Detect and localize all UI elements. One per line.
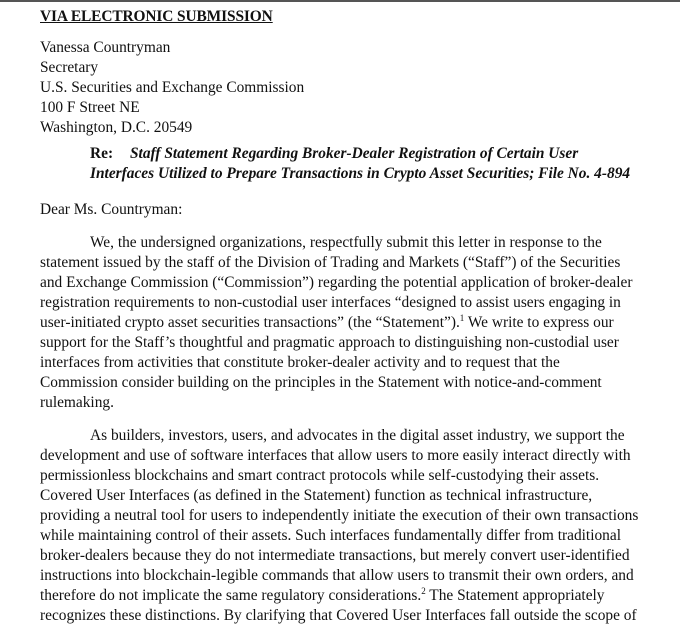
paragraph-line: permissionless blockchains and smart contract protocols while self-custodying their assets.: [40, 467, 600, 484]
recipient-city: Washington, D.C. 20549: [40, 119, 193, 136]
footnote-marker-2[interactable]: 2: [421, 586, 426, 596]
paragraph-line: instructions into blockchain-legible commands that allow users to transmit their own orders, and: [40, 567, 634, 584]
re-subject-block: [90, 144, 670, 184]
paragraph-line: development and use of software interfaces that allow users to more easily interact directly with: [40, 447, 631, 464]
paragraph-line: statement issued by the staff of the Division of Trading and Markets (“Staff”) of the Securities: [40, 254, 621, 271]
paragraph-text: user-initiated crypto asset securities transactions” (the “Statement”).: [40, 314, 460, 331]
re-line-2: [90, 164, 670, 184]
body-paragraph-2: [40, 426, 680, 626]
paragraph-line-with-footnote: [40, 313, 680, 333]
paragraph-line: and Exchange Commission (“Commission”) regarding the potential application of broker-dealer: [40, 274, 633, 291]
recipient-address-block: [40, 38, 304, 138]
paragraph-line: We, the undersigned organizations, respectfully submit this letter in response to the: [90, 234, 602, 251]
paragraph-line: rulemaking.: [40, 394, 114, 411]
body-paragraph-1: [40, 233, 680, 413]
submission-heading: VIA ELECTRONIC SUBMISSION: [40, 8, 273, 25]
page-top-border: [0, 0, 680, 2]
re-subject-line-1: Staff Statement Regarding Broker-Dealer Registration of Certain User: [130, 145, 579, 162]
paragraph-text: The Statement appropriately: [425, 587, 605, 604]
paragraph-line: recognizes these distinctions. By clarifying that Covered User Interfaces fall outside the scope of: [40, 607, 637, 624]
paragraph-text: We write to express our: [464, 314, 614, 331]
recipient-street: 100 F Street NE: [40, 99, 140, 116]
paragraph-line: Covered User Interfaces (as defined in the Statement) function as technical infrastructure,: [40, 487, 593, 504]
recipient-title: Secretary: [40, 59, 99, 76]
paragraph-line: Commission consider building on the principles in the Statement with notice-and-comment: [40, 374, 602, 391]
paragraph-line: registration requirements to non-custodial user interfaces “designed to assist users engaging in: [40, 294, 621, 311]
recipient-organization: U.S. Securities and Exchange Commission: [40, 79, 305, 96]
re-label: Re:: [90, 145, 114, 162]
paragraph-text: therefore do not implicate the same regulatory considerations.: [40, 587, 422, 604]
paragraph-line: while maintaining control of their assets. Such interfaces fundamentally differ from traditional: [40, 527, 621, 544]
paragraph-line: interfaces from activities that constitute broker-dealer activity and to request that the: [40, 354, 560, 371]
recipient-name: Vanessa Countryman: [40, 39, 171, 56]
footnote-marker-1[interactable]: 1: [459, 313, 465, 323]
paragraph-line: support for the Staff’s thoughtful and pragmatic approach to distinguishing non-custodial user: [40, 334, 619, 351]
salutation: Dear Ms. Countryman:: [40, 201, 183, 218]
re-line-1: [90, 144, 670, 164]
paragraph-line: broker-dealers because they do not intermediate transactions, but merely convert user-identified: [40, 547, 630, 564]
paragraph-line-with-footnote: [40, 586, 680, 606]
paragraph-line: As builders, investors, users, and advocates in the digital asset industry, we support the: [90, 427, 625, 444]
paragraph-line: providing a neutral tool for users to independently initiate the execution of their own transactions: [40, 507, 639, 524]
re-subject-line-2: Interfaces Utilized to Prepare Transactions in Crypto Asset Securities; File No. 4-894: [90, 165, 631, 182]
